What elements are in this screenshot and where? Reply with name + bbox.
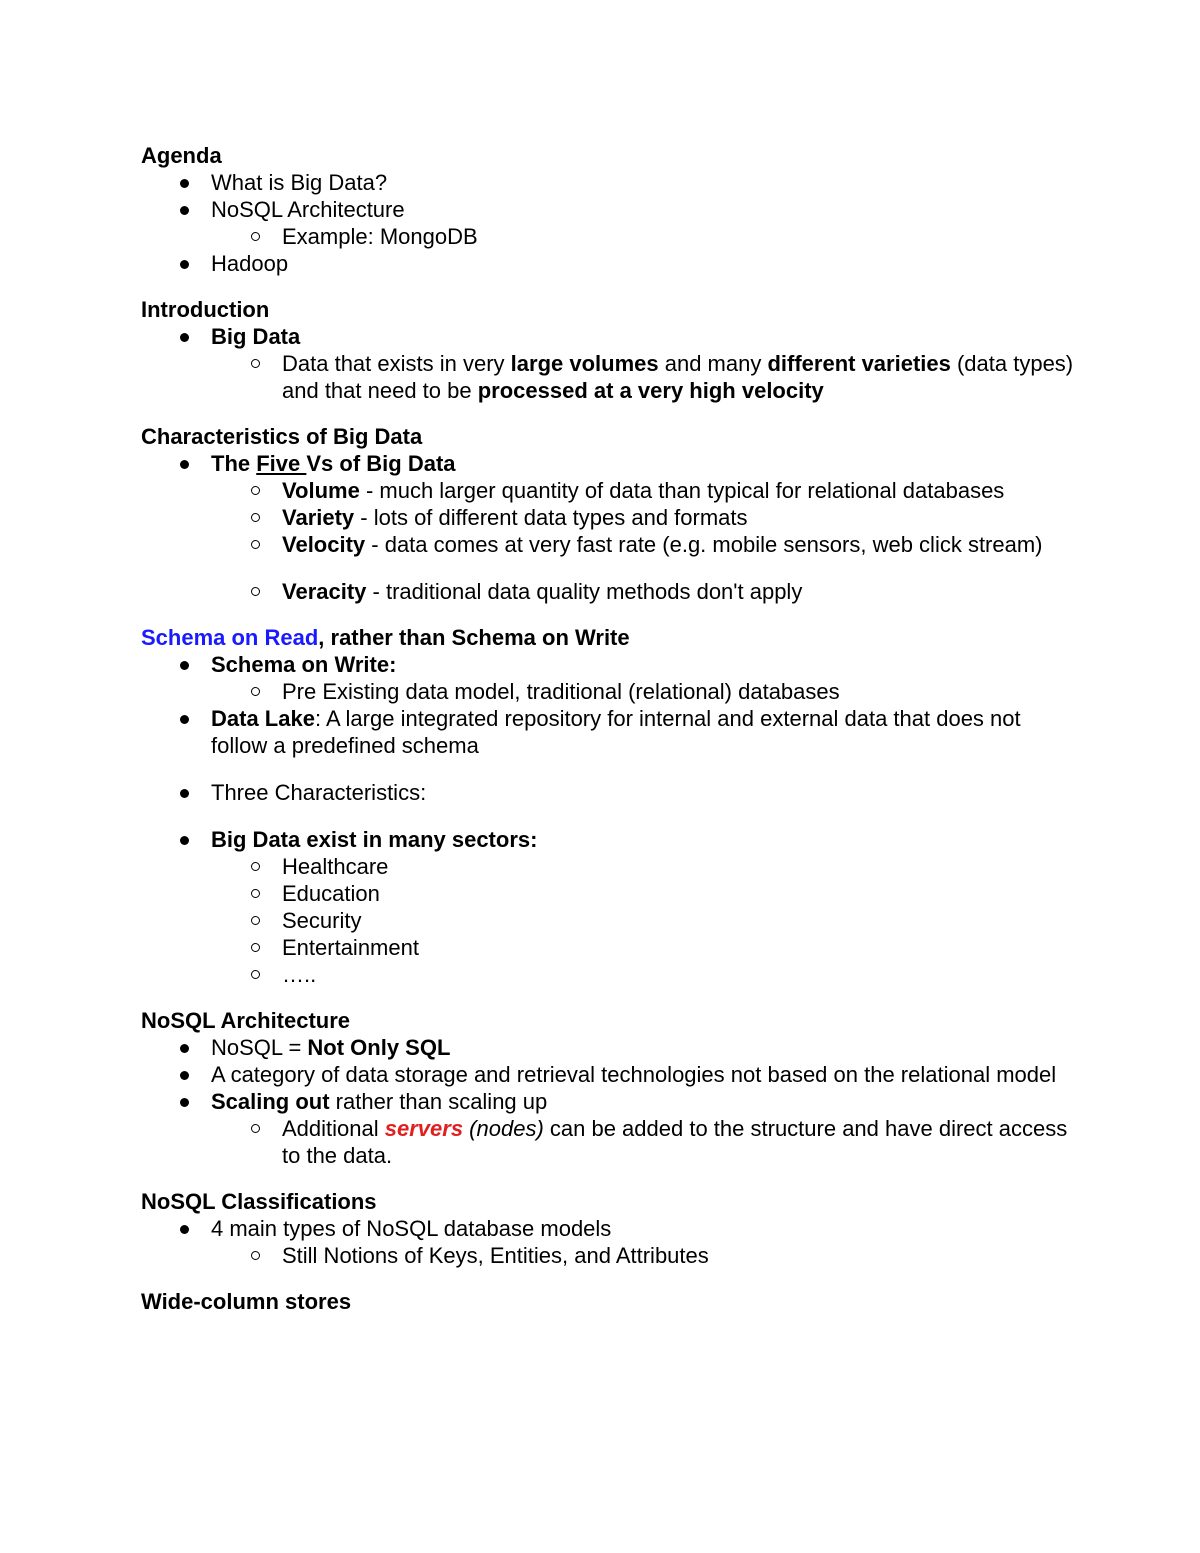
v-desc: - data comes at very fast rate (e.g. mobile sensors, web click stream) xyxy=(365,532,1043,557)
sector-item: Security xyxy=(211,907,1081,934)
nosql-architecture-heading: NoSQL Architecture xyxy=(141,1008,351,1033)
agenda-item xyxy=(141,196,1081,250)
v-term: Variety xyxy=(282,505,355,530)
v-item xyxy=(211,477,1081,504)
agenda-heading: Agenda xyxy=(141,143,222,168)
v-item xyxy=(211,578,1081,605)
agenda-item: What is Big Data? xyxy=(141,169,1081,196)
introduction-list xyxy=(141,323,1081,404)
schema-on-write-label: Schema on Write: xyxy=(211,652,397,677)
wide-column-section xyxy=(141,1288,1081,1315)
nosql-item xyxy=(141,1088,1081,1169)
text-run: NoSQL = xyxy=(211,1035,308,1060)
agenda-item-label: NoSQL Architecture xyxy=(211,197,405,222)
servers-highlight: servers xyxy=(384,1116,464,1141)
sector-item: Entertainment xyxy=(211,934,1081,961)
nosql-subitem xyxy=(211,1115,1081,1169)
bold-run: different varieties xyxy=(767,351,951,376)
agenda-sublist xyxy=(281,223,1081,250)
text-run: Data that exists in very xyxy=(282,351,511,376)
classifications-sublist xyxy=(281,1242,1081,1269)
classification-item xyxy=(141,1215,1081,1269)
schema-item xyxy=(141,651,1081,705)
wide-column-heading: Wide-column stores xyxy=(141,1289,352,1314)
introduction-item xyxy=(141,323,1081,404)
bold-run: Not Only SQL xyxy=(307,1035,451,1060)
five-vs-item xyxy=(141,450,1081,605)
nosql-classifications-section xyxy=(141,1188,1081,1269)
schema-subitem: Pre Existing data model, traditional (relational) databases xyxy=(211,678,1081,705)
italic-run: (nodes) xyxy=(463,1116,544,1141)
text-run: Additional xyxy=(282,1116,385,1141)
data-lake-desc: : A large integrated repository for internal and external data that does not follow a predefined schema xyxy=(211,706,1021,758)
big-data-definition xyxy=(211,350,1081,404)
text-run: Vs of Big Data xyxy=(306,451,456,476)
nosql-architecture-list xyxy=(141,1034,1081,1169)
v-term: Volume xyxy=(282,478,360,503)
nosql-item: A category of data storage and retrieval technologies not based on the relational model xyxy=(141,1061,1081,1088)
sector-item: ….. xyxy=(211,961,1081,988)
text-run: The xyxy=(211,451,257,476)
schema-item xyxy=(141,826,1081,988)
schema-item: Three Characteristics: xyxy=(141,779,1081,806)
agenda-item: Hadoop xyxy=(141,250,1081,277)
bold-run: Scaling out xyxy=(211,1089,330,1114)
schema-on-read-label: Schema on Read xyxy=(141,625,319,650)
classifications-list xyxy=(141,1215,1081,1269)
text-run: can be added to the structure and have direct access to the data. xyxy=(282,1116,1068,1168)
classification-subitem: Still Notions of Keys, Entities, and Attributes xyxy=(211,1242,1081,1269)
characteristics-section xyxy=(141,423,1081,605)
nosql-sublist xyxy=(281,1115,1081,1169)
nosql-item xyxy=(141,1034,1081,1061)
text-run: , rather than Schema on Write xyxy=(318,625,630,650)
v-item xyxy=(211,531,1081,558)
agenda-subitem: Example: MongoDB xyxy=(211,223,1081,250)
bold-run: large volumes xyxy=(510,351,659,376)
v-term: Velocity xyxy=(282,532,366,557)
characteristics-heading: Characteristics of Big Data xyxy=(141,424,423,449)
schema-sublist xyxy=(281,678,1081,705)
v-desc: - traditional data quality methods don't apply xyxy=(366,579,803,604)
v-desc: - lots of different data types and formats xyxy=(354,505,748,530)
agenda-list xyxy=(141,169,1081,277)
text-run: (data types) and that need to be xyxy=(282,351,1074,403)
introduction-sublist xyxy=(281,350,1081,404)
introduction-heading: Introduction xyxy=(141,297,270,322)
sector-item: Healthcare xyxy=(211,853,1081,880)
bold-run: processed at a very high velocity xyxy=(477,378,824,403)
nosql-architecture-section xyxy=(141,1007,1081,1169)
v-desc: - much larger quantity of data than typical for relational databases xyxy=(359,478,1005,503)
v-item xyxy=(211,504,1081,531)
agenda-section xyxy=(141,142,1081,277)
schema-list xyxy=(141,651,1081,988)
schema-item xyxy=(141,705,1081,759)
text-run: rather than scaling up xyxy=(329,1089,548,1114)
characteristics-list xyxy=(141,450,1081,605)
sector-item: Education xyxy=(211,880,1081,907)
introduction-section xyxy=(141,296,1081,404)
underlined-run: Five xyxy=(256,451,307,476)
document-content xyxy=(141,142,1081,1334)
sectors-list xyxy=(281,853,1081,988)
v-term: Veracity xyxy=(282,579,367,604)
schema-section xyxy=(141,624,1081,988)
big-data-label: Big Data xyxy=(211,324,301,349)
five-vs-sublist xyxy=(281,477,1081,605)
sectors-label: Big Data exist in many sectors: xyxy=(211,827,538,852)
text-run: 4 main types of NoSQL database models xyxy=(211,1216,612,1241)
nosql-classifications-heading: NoSQL Classifications xyxy=(141,1189,377,1214)
five-vs-label xyxy=(211,451,456,476)
schema-heading xyxy=(141,624,1081,651)
text-run: and many xyxy=(658,351,768,376)
data-lake-label: Data Lake xyxy=(211,706,315,731)
